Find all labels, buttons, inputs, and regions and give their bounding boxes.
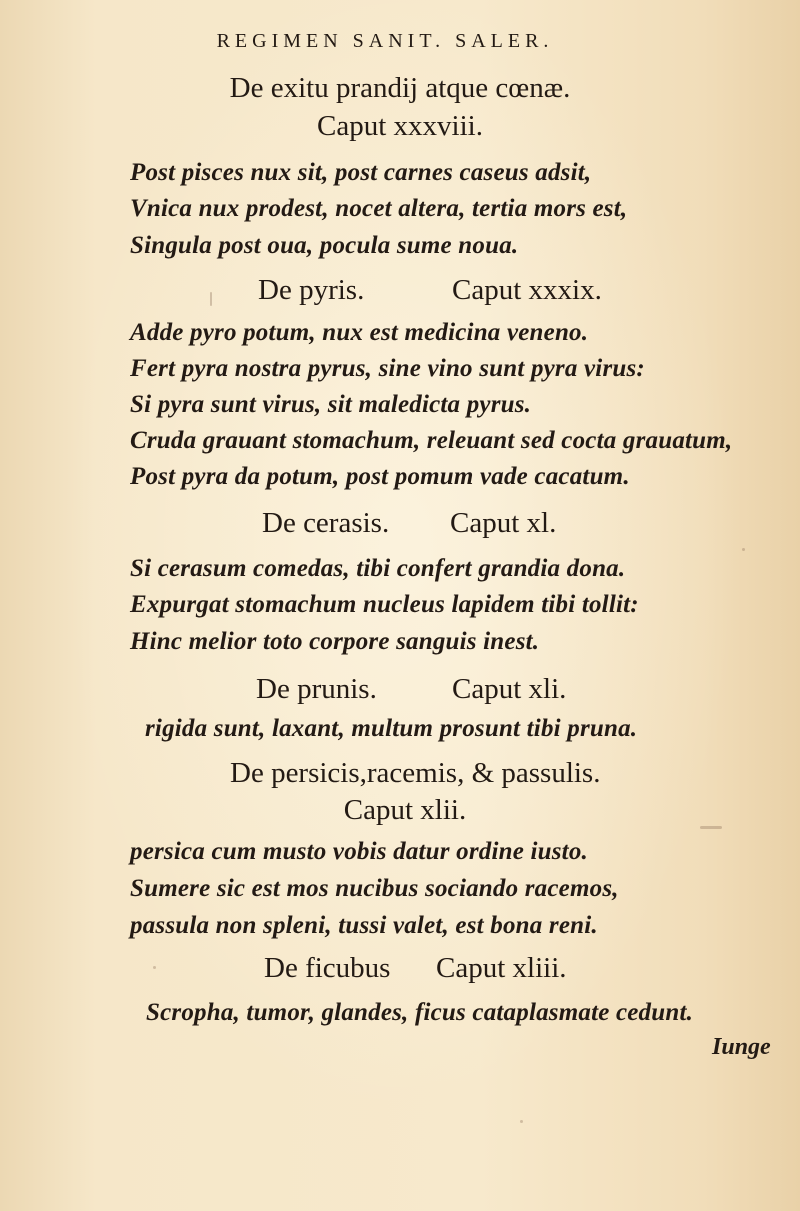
catchword: Iunge [712, 1034, 771, 1060]
paper-speck [700, 826, 722, 829]
section-title: De pyris. [258, 274, 365, 306]
caput-label: Caput xli. [452, 673, 567, 705]
verse-line: Cruda grauant stomachum, releuant sed cocta grauatum, [130, 427, 733, 454]
section-title: De ficubus [264, 952, 391, 984]
running-head: REGIMEN SANIT. SALER. [216, 30, 554, 52]
paper-speck [153, 966, 156, 969]
verse-line: persica cum musto vobis datur ordine iusto. [130, 838, 588, 865]
section-title: De cerasis. [262, 507, 390, 539]
verse-line: Fert pyra nostra pyrus, sine vino sunt pyra virus: [130, 355, 645, 382]
caput-label: Caput xl. [450, 507, 557, 539]
paper-speck [742, 548, 745, 551]
section-title: De exitu prandij atque cœnæ. [229, 72, 571, 104]
verse-line: Post pyra da potum, post pomum vade cacatum. [130, 463, 630, 490]
verse-line: Expurgat stomachum nucleus lapidem tibi tollit: [130, 591, 639, 618]
verse-line: Singula post oua, pocula sume noua. [130, 232, 519, 259]
caput-label: Caput xliii. [436, 952, 567, 984]
verse-line: Adde pyro potum, nux est medicina veneno. [130, 319, 589, 346]
verse-line: Si pyra sunt virus, sit maledicta pyrus. [130, 391, 532, 418]
verse-line: Sumere sic est mos nucibus sociando racemos, [130, 875, 619, 902]
caput-label: Caput xlii. [343, 794, 467, 826]
show-through-text [730, 0, 800, 1211]
paper-speck [210, 292, 212, 306]
section-title: De persicis,racemis, & passulis. [230, 757, 601, 789]
section-title: De prunis. [256, 673, 377, 705]
verse-line: Vnica nux prodest, nocet altera, tertia mors est, [130, 195, 628, 222]
caput-label: Caput xxxix. [452, 274, 602, 306]
paper-speck [520, 1120, 523, 1123]
verse-line: Si cerasum comedas, tibi confert grandia dona. [130, 555, 626, 582]
verse-line: Hinc melior toto corpore sanguis inest. [130, 628, 540, 655]
verse-line: Scropha, tumor, glandes, ficus cataplasmate cedunt. [146, 999, 694, 1026]
verse-line: rigida sunt, laxant, multum prosunt tibi pruna. [145, 715, 638, 742]
verse-line: passula non spleni, tussi valet, est bona reni. [130, 912, 598, 939]
verse-line: Post pisces nux sit, post carnes caseus adsit, [130, 159, 592, 186]
caput-label: Caput xxxviii. [317, 110, 483, 142]
